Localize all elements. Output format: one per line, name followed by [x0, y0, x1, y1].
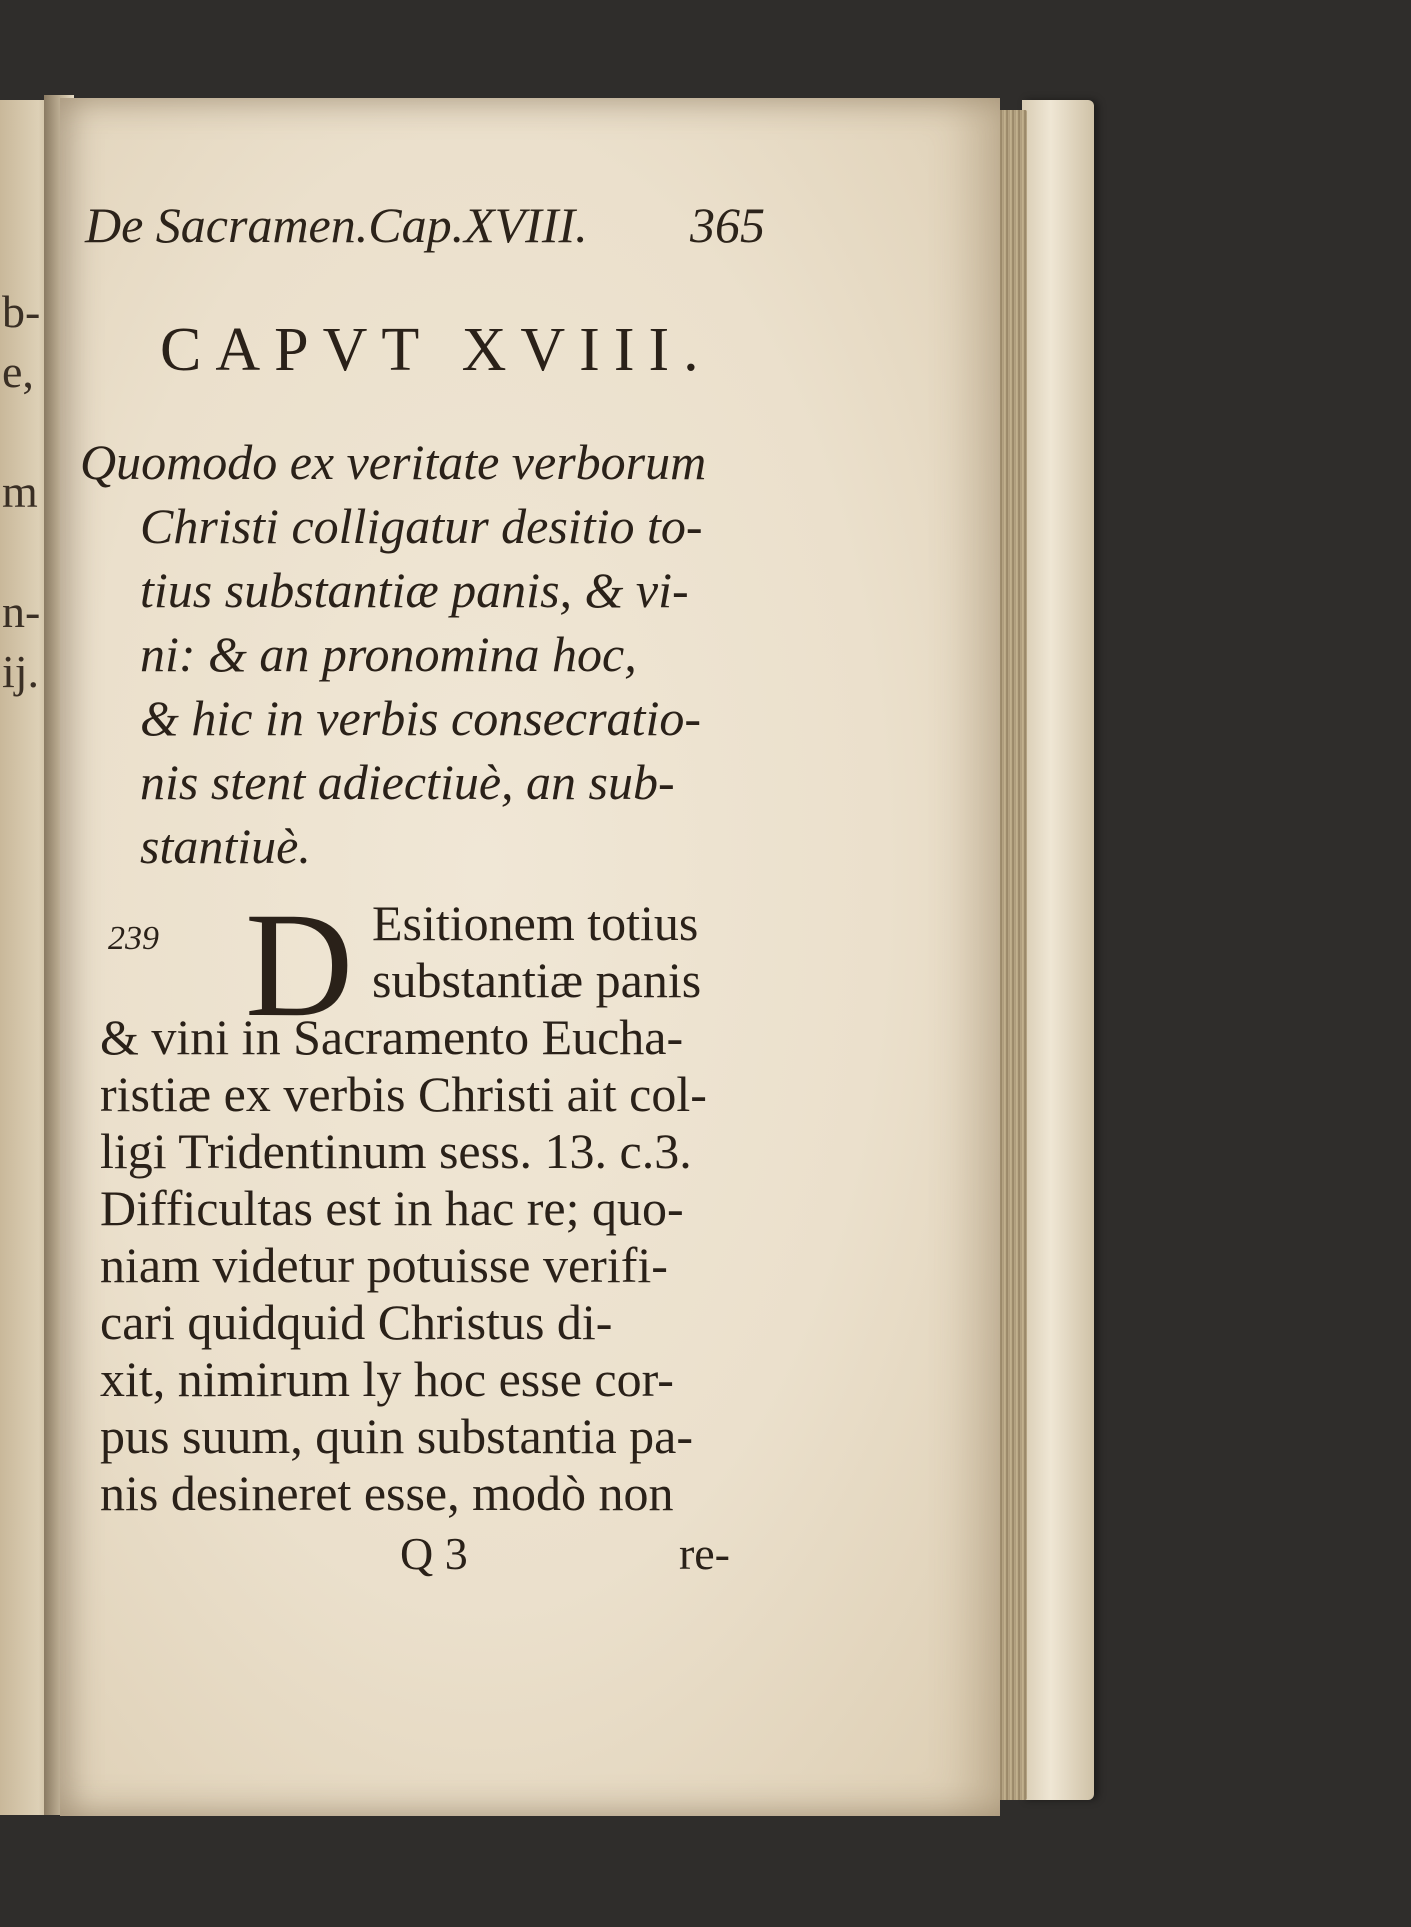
- left-page-fragment: ij.: [2, 646, 40, 697]
- body-text: [100, 882, 760, 1522]
- body-line: pus suum, quin substantia pa-: [100, 1408, 694, 1464]
- margin-number: 239: [108, 920, 159, 957]
- running-head-title: De Sacramen.Cap.XVIII.: [85, 197, 588, 253]
- body-line: cari quidquid Christus di-: [100, 1294, 613, 1350]
- summary-line: Christi colligatur desitio to-: [140, 498, 703, 554]
- left-page-fragment: e,: [2, 346, 34, 397]
- summary-line: stantiuè.: [140, 818, 311, 874]
- drop-cap: D: [245, 882, 354, 1048]
- signature-mark: Q 3: [400, 1528, 468, 1579]
- body-line: substantiæ panis: [372, 952, 702, 1008]
- book-cover-edge: [1022, 100, 1094, 1800]
- body-line: xit, nimirum ly hoc esse cor-: [100, 1351, 674, 1407]
- catchword: re-: [678, 1528, 730, 1579]
- left-page-fragment: n-: [2, 586, 41, 637]
- body-line: ligi Tridentinum sess. 13. c.3.: [100, 1123, 692, 1179]
- page-number: 365: [690, 197, 765, 253]
- body-line: Difficultas est in hac re; quo-: [100, 1180, 684, 1236]
- chapter-title: CAPVT XVIII.: [160, 316, 713, 384]
- summary-line: Quomodo ex veritate verborum: [80, 434, 707, 490]
- summary-line: ni: & an pronomina hoc,: [140, 626, 637, 682]
- left-page-fragment: b-: [2, 286, 41, 337]
- body-line: Esitionem totius: [372, 895, 699, 951]
- left-page-fragment: m: [2, 466, 38, 517]
- summary-line: nis stent adiectiuè, an sub-: [140, 754, 675, 810]
- body-line: niam videtur potuisse verifi-: [100, 1237, 668, 1293]
- body-line: nis desineret esse, modò non: [100, 1465, 674, 1521]
- running-head: [85, 196, 765, 254]
- chapter-summary: [80, 430, 760, 878]
- catchline: [400, 1527, 730, 1580]
- summary-line: & hic in verbis consecratio-: [140, 690, 701, 746]
- body-line: & vini in Sacramento Eucha-: [100, 1009, 684, 1065]
- summary-line: tius substantiæ panis, & vi-: [140, 562, 689, 618]
- body-line: ristiæ ex verbis Christi ait col-: [100, 1066, 707, 1122]
